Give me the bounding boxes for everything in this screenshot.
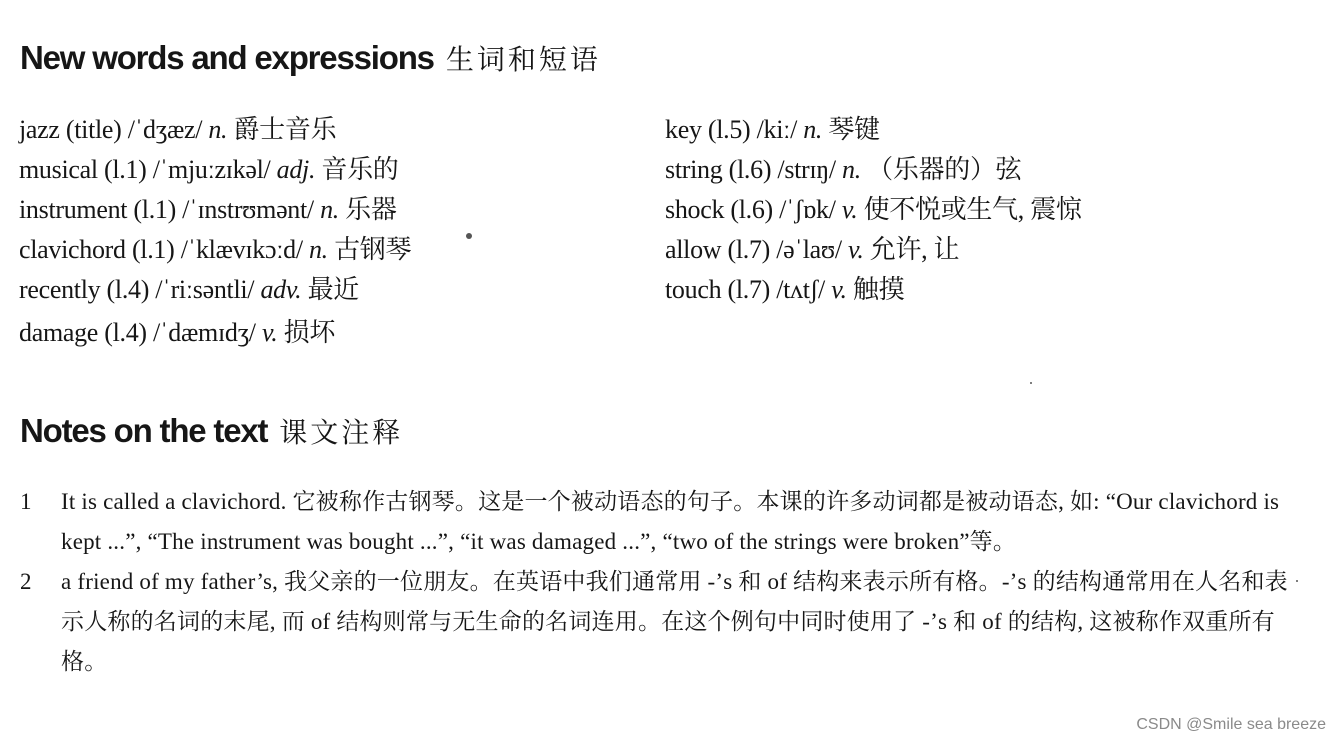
vocab-entry: [19, 270, 411, 310]
vocab-phonetic: /ˈriːsəntli/: [155, 275, 255, 304]
note-text: a friend of my father’s, 我父亲的一位朋友。在英语中我们通常用 -’s 和 of 结构来表示所有格。-’s 的结构通常用在人名和表示人称的名词的末尾, 而 of 结构则常与无生命的名词连用。在这个例句中同时使用了 -’s 和 of 的结构, 这被称作双重所有格。: [61, 569, 1288, 674]
vocab-word: allow: [665, 235, 722, 264]
notes-list: [20, 482, 1290, 682]
vocab-entry: [19, 230, 411, 270]
vocab-word: damage: [19, 318, 99, 347]
vocab-word: recently: [19, 275, 101, 304]
vocab-word: string: [665, 155, 723, 184]
vocab-meaning: 使不悦或生气, 震惊: [863, 195, 1082, 224]
vocab-entry: [665, 150, 1082, 190]
vocab-pos: n.: [320, 195, 339, 224]
vocab-phonetic: /kiː/: [756, 115, 797, 144]
vocab-word: touch: [665, 275, 722, 304]
vocab-ref: (l.4): [106, 275, 150, 304]
note-number: 2: [20, 569, 32, 594]
vocab-pos: v.: [261, 318, 278, 347]
vocab-entry: [19, 190, 411, 230]
vocab-meaning: 最近: [307, 275, 359, 304]
vocab-ref: (l.6): [728, 155, 772, 184]
watermark: CSDN @Smile sea breeze: [1136, 716, 1326, 733]
scan-speck: [1296, 580, 1298, 582]
vocab-meaning: 损坏: [283, 318, 336, 347]
note-item: [20, 482, 1290, 562]
vocab-meaning: （乐器的）弦: [867, 155, 1022, 184]
note-item: [20, 562, 1290, 682]
vocab-entry: [665, 110, 1082, 150]
vocab-ref: (l.1): [133, 195, 176, 224]
vocab-phonetic: /ˈklævɪkɔːd/: [180, 235, 303, 264]
note-text: It is called a clavichord. 它被称作古钢琴。这是一个被动语态的句子。本课的许多动词都是被动语态, 如: “Our clavichord is kept ...”, “The instrument was bought ...”, “it was damaged ...”, “two of the strings were broken”等。: [61, 489, 1280, 554]
vocab-word: clavichord: [19, 235, 126, 264]
vocab-pos: n.: [842, 155, 861, 184]
vocab-pos: n.: [208, 115, 228, 144]
vocab-meaning: 触摸: [852, 275, 905, 304]
note-number: 1: [20, 489, 32, 514]
vocab-phonetic: /ˈɪnstrʊmənt/: [182, 195, 314, 224]
vocab-pos: n.: [803, 115, 823, 144]
vocab-pos: n.: [308, 235, 328, 264]
notes-title-zh: 课文注释: [279, 416, 404, 449]
vocab-entry: [19, 110, 411, 150]
vocab-ref: (l.7): [727, 275, 771, 304]
vocab-phonetic: /strɪŋ/: [777, 155, 836, 184]
vocab-pos: adv.: [260, 275, 302, 304]
vocab-pos: v.: [831, 275, 847, 304]
notes-heading: [20, 411, 403, 451]
vocab-entry: [19, 310, 411, 352]
vocab-pos: v.: [841, 195, 858, 224]
vocab-entry: [665, 270, 1082, 310]
new-words-heading: [20, 38, 601, 78]
vocab-phonetic: /əˈlaʊ/: [776, 235, 842, 264]
vocab-entry: [665, 190, 1082, 230]
scan-speck: [466, 233, 472, 239]
notes-title: Notes on the text: [20, 412, 268, 449]
vocab-meaning: 琴键: [828, 115, 880, 144]
vocab-pos: adj.: [276, 155, 316, 184]
vocab-phonetic: /ˈdæmɪdʒ/: [153, 318, 256, 347]
new-words-title-zh: 生词和短语: [445, 43, 601, 76]
vocab-ref: (l.1): [131, 235, 175, 264]
vocab-phonetic: /ˈʃɒk/: [779, 195, 836, 224]
vocab-meaning: 爵士音乐: [233, 115, 337, 144]
vocab-meaning: 音乐的: [321, 155, 399, 184]
vocab-ref: (l.7): [727, 235, 771, 264]
vocab-entry: [665, 230, 1082, 270]
vocab-word: jazz: [19, 115, 60, 144]
vocab-meaning: 古钢琴: [334, 235, 412, 264]
vocab-word: shock: [665, 195, 725, 224]
new-words-title: New words and expressions: [20, 39, 434, 76]
vocab-ref: (l.6): [730, 195, 773, 224]
vocab-word: key: [665, 115, 702, 144]
vocab-ref: (title): [65, 115, 122, 144]
scan-speck: [1030, 382, 1032, 384]
vocab-entry: [19, 150, 411, 190]
vocab-pos: v.: [848, 235, 864, 264]
vocab-phonetic: /ˈmjuːzɪkəl/: [152, 155, 271, 184]
vocab-phonetic: /ˈdʒæz/: [127, 115, 203, 144]
vocab-left-column: [19, 110, 411, 352]
vocab-ref: (l.1): [103, 155, 147, 184]
vocab-ref: (l.4): [104, 318, 147, 347]
vocab-word: musical: [19, 155, 98, 184]
vocab-meaning: 乐器: [345, 195, 397, 224]
vocab-right-column: [665, 110, 1082, 310]
vocab-meaning: 允许, 让: [869, 235, 960, 264]
vocab-phonetic: /tʌtʃ/: [776, 275, 825, 304]
vocab-word: instrument: [19, 195, 128, 224]
vocab-ref: (l.5): [707, 115, 751, 144]
